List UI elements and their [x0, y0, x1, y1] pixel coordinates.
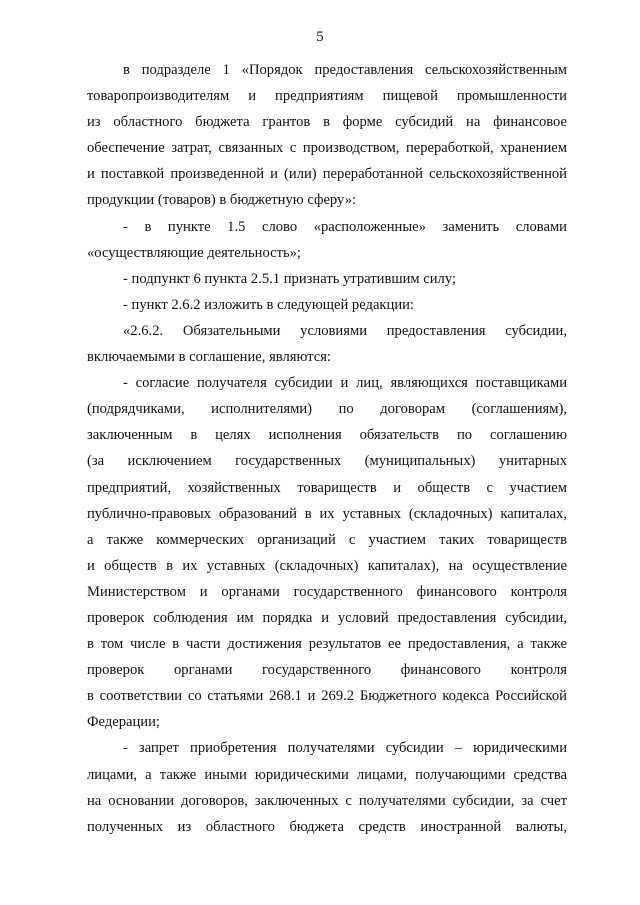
text-line: на основании договоров, заключенных с получателями субсидии, за счет: [87, 792, 567, 809]
text-line: проверок органами государственного финансового контроля: [87, 662, 567, 679]
text-line: и обществ в их уставных (складочных) капиталах), на осуществление: [87, 557, 567, 574]
text-line: продукции (товаров) в бюджетную сферу»:: [87, 192, 357, 209]
paragraph-p1: [87, 57, 567, 214]
paragraph-p6: [87, 370, 567, 735]
text-line: полученных из областного бюджета средств иностранной валюты,: [87, 818, 567, 835]
text-line: из областного бюджета грантов в форме субсидий на финансовое: [87, 114, 567, 131]
text-line: в соответствии со статьями 268.1 и 269.2 Бюджетного кодекса Российской: [87, 688, 567, 705]
text-line: Министерством и органами государственного финансового контроля: [87, 583, 567, 600]
text-line: - запрет приобретения получателями субсидии – юридическими: [123, 740, 567, 757]
text-line: предприятий, хозяйственных товариществ и обществ с участием: [87, 479, 567, 496]
text-line: - согласие получателя субсидии и лиц, являющихся поставщиками: [123, 375, 567, 392]
text-line: публично-правовых образований в их уставных (складочных) капиталах,: [87, 505, 567, 522]
text-line: Федерации;: [87, 714, 160, 731]
paragraph-p2: [87, 214, 567, 266]
text-line: проверок соблюдения им порядка и условий предоставления субсидии,: [87, 609, 567, 626]
paragraph-p5: [87, 318, 567, 370]
text-line: - пункт 2.6.2 изложить в следующей редакции:: [123, 296, 414, 313]
text-line: а также коммерческих организаций с участием таких товариществ: [87, 531, 567, 548]
text-line: обеспечение затрат, связанных с производством, переработкой, хранением: [87, 140, 567, 157]
text-line: заключенным в целях исполнения обязательств по соглашению: [87, 427, 567, 444]
text-line: включаемыми в соглашение, являются:: [87, 349, 331, 366]
text-line: «осуществляющие деятельность»;: [87, 244, 301, 261]
document-body: [87, 57, 567, 840]
paragraph-p3: [87, 266, 567, 292]
text-line: в подразделе 1 «Порядок предоставления сельскохозяйственным: [123, 62, 567, 78]
text-line: (подрядчиками, исполнителями) по договорам (соглашениям),: [87, 401, 567, 418]
text-line: в том числе в части достижения результатов ее предоставления, а также: [87, 636, 567, 653]
text-line: - подпункт 6 пункта 2.5.1 признать утратившим силу;: [123, 270, 456, 287]
text-line: лицами, а также иными юридическими лицами, получающими средства: [87, 766, 567, 783]
text-line: товаропроизводителям и предприятиям пищевой промышленности: [87, 88, 567, 105]
text-line: и поставкой произведенной и (или) переработанной сельскохозяйственной: [87, 166, 567, 183]
text-line: «2.6.2. Обязательными условиями предоставления субсидии,: [123, 322, 567, 339]
text-line: (за исключением государственных (муниципальных) унитарных: [87, 453, 567, 470]
paragraph-p7: [87, 735, 567, 839]
page-number: 5: [316, 29, 324, 45]
paragraph-p4: [87, 292, 567, 318]
text-line: - в пункте 1.5 слово «расположенные» заменить словами: [123, 218, 567, 235]
